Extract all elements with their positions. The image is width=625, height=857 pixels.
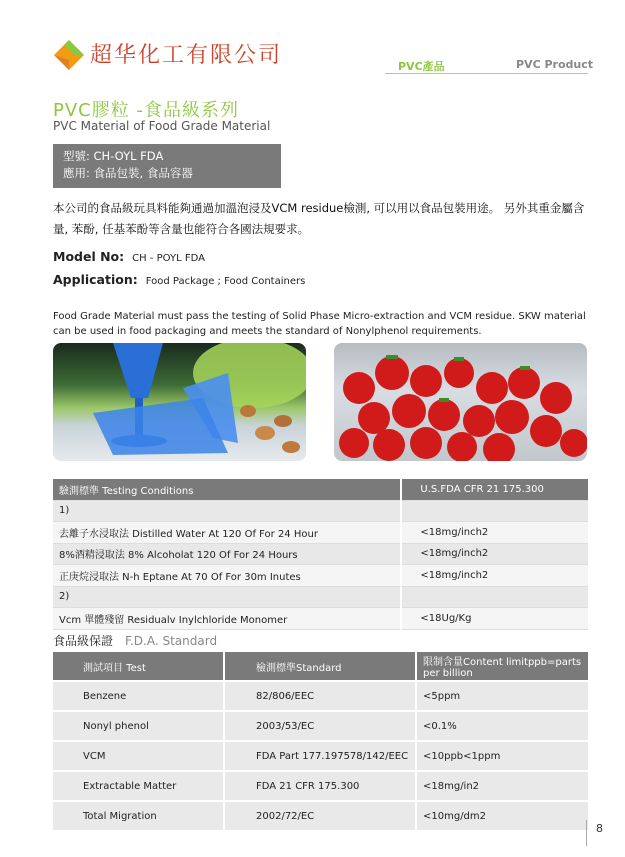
table-cell: 正庚烷浸取法 N-h Eptane At 70 Of For 30m Inutes bbox=[53, 565, 401, 587]
table-cell: 2002/72/EC bbox=[224, 801, 416, 831]
table-row bbox=[53, 586, 588, 608]
application-label: Application: bbox=[53, 272, 138, 287]
page-title-en: PVC Material of Food Grade Material bbox=[53, 119, 271, 133]
company-name: 超华化工有限公司 bbox=[90, 43, 283, 68]
table-cell: <0.1% bbox=[416, 711, 588, 741]
table-row bbox=[53, 608, 588, 630]
table-cell: Nonyl phenol bbox=[53, 711, 224, 741]
logo-icon bbox=[52, 38, 86, 72]
table-cell: <5ppm bbox=[416, 681, 588, 711]
table-cell: <18mg/inch2 bbox=[401, 522, 588, 544]
spec-model: 型號: CH-OYL FDA bbox=[63, 149, 164, 163]
table-cell: <18mg/inch2 bbox=[401, 565, 588, 587]
intro-cn: 本公司的食品級玩具料能夠通過加溫泡浸及VCM residue檢測, 可以用以食品包裝用途。 另外其重金屬含量, 苯酚, 任基苯酚等含量也能符合各國法規要求。 bbox=[53, 201, 585, 236]
header-cell: U.S.FDA CFR 21 175.300 bbox=[401, 479, 588, 500]
table-cell: FDA 21 CFR 175.300 bbox=[224, 771, 416, 801]
page-title-cn: PVC膠粒 -食品級系列 bbox=[53, 100, 239, 121]
table-cell: 1) bbox=[53, 500, 401, 522]
table-cell: <18mg/inch2 bbox=[401, 543, 588, 565]
header-cell: 檢測標準Standard bbox=[224, 652, 416, 681]
table-cell bbox=[401, 500, 588, 522]
table-cell: 2) bbox=[53, 586, 401, 608]
table-cell: 82/806/EEC bbox=[224, 681, 416, 711]
table-row bbox=[53, 801, 588, 831]
table-row bbox=[53, 681, 588, 711]
application-line bbox=[53, 272, 305, 287]
table-row bbox=[53, 771, 588, 801]
header-cell: 驗測標準 Testing Conditions bbox=[53, 479, 401, 500]
fda-heading-en: F.D.A. Standard bbox=[125, 634, 218, 648]
table-cell: <18Ug/Kg bbox=[401, 608, 588, 630]
spec-box bbox=[53, 144, 281, 188]
model-label: Model No: bbox=[53, 249, 125, 264]
fda-heading-cn: 食品級保證 bbox=[53, 634, 114, 648]
table-cell: Total Migration bbox=[53, 801, 224, 831]
table-cell bbox=[401, 586, 588, 608]
photo-blue-cups bbox=[53, 343, 306, 461]
table-cell: <18mg/in2 bbox=[416, 771, 588, 801]
page-number-divider bbox=[586, 820, 587, 846]
testing-table bbox=[53, 479, 588, 630]
table-cell: <10mg/dm2 bbox=[416, 801, 588, 831]
table-cell: VCM bbox=[53, 741, 224, 771]
table-row bbox=[53, 500, 588, 522]
table-cell: 去離子水浸取法 Distilled Water At 120 Of For 24 Hour bbox=[53, 522, 401, 544]
table-cell: <10ppb<1ppm bbox=[416, 741, 588, 771]
table-row bbox=[53, 522, 588, 544]
nav-pvc-en[interactable]: PVC Product bbox=[516, 58, 594, 71]
header-cell: 限制含量Content limitppb=parts per billion bbox=[416, 652, 588, 681]
table-cell: Benzene bbox=[53, 681, 224, 711]
header-divider bbox=[385, 73, 588, 74]
table-row bbox=[53, 711, 588, 741]
table-cell: Extractable Matter bbox=[53, 771, 224, 801]
page-number: 8 bbox=[596, 822, 603, 835]
table-row bbox=[53, 543, 588, 565]
table-cell: FDA Part 177.197578/142/EEC bbox=[224, 741, 416, 771]
testing-table-header bbox=[53, 479, 588, 500]
model-line bbox=[53, 249, 205, 264]
application-value: Food Package ; Food Containers bbox=[145, 276, 306, 287]
table-row bbox=[53, 741, 588, 771]
fda-table bbox=[53, 652, 588, 832]
fda-table-header bbox=[53, 652, 588, 681]
model-value: CH - POYL FDA bbox=[132, 253, 205, 264]
table-row bbox=[53, 565, 588, 587]
table-cell: Vcm 單體殘留 Residualv Inylchloride Monomer bbox=[53, 608, 401, 630]
table-cell: 8%酒精浸取法 8% Alcoholat 120 Of For 24 Hours bbox=[53, 543, 401, 565]
intro-en: Food Grade Material must pass the testing of Solid Phase Micro-extraction and VCM residue. SKW material can be used in food packaging and meets the standard of Nonylphenol requirements. bbox=[53, 311, 586, 337]
nav-pvc-cn[interactable]: PVC產品 bbox=[398, 60, 445, 73]
photo-strawberries bbox=[334, 343, 587, 461]
header-cell: 測試項目 Test bbox=[53, 652, 224, 681]
spec-application: 應用: 食品包裝, 食品容器 bbox=[63, 166, 193, 180]
table-cell: 2003/53/EC bbox=[224, 711, 416, 741]
